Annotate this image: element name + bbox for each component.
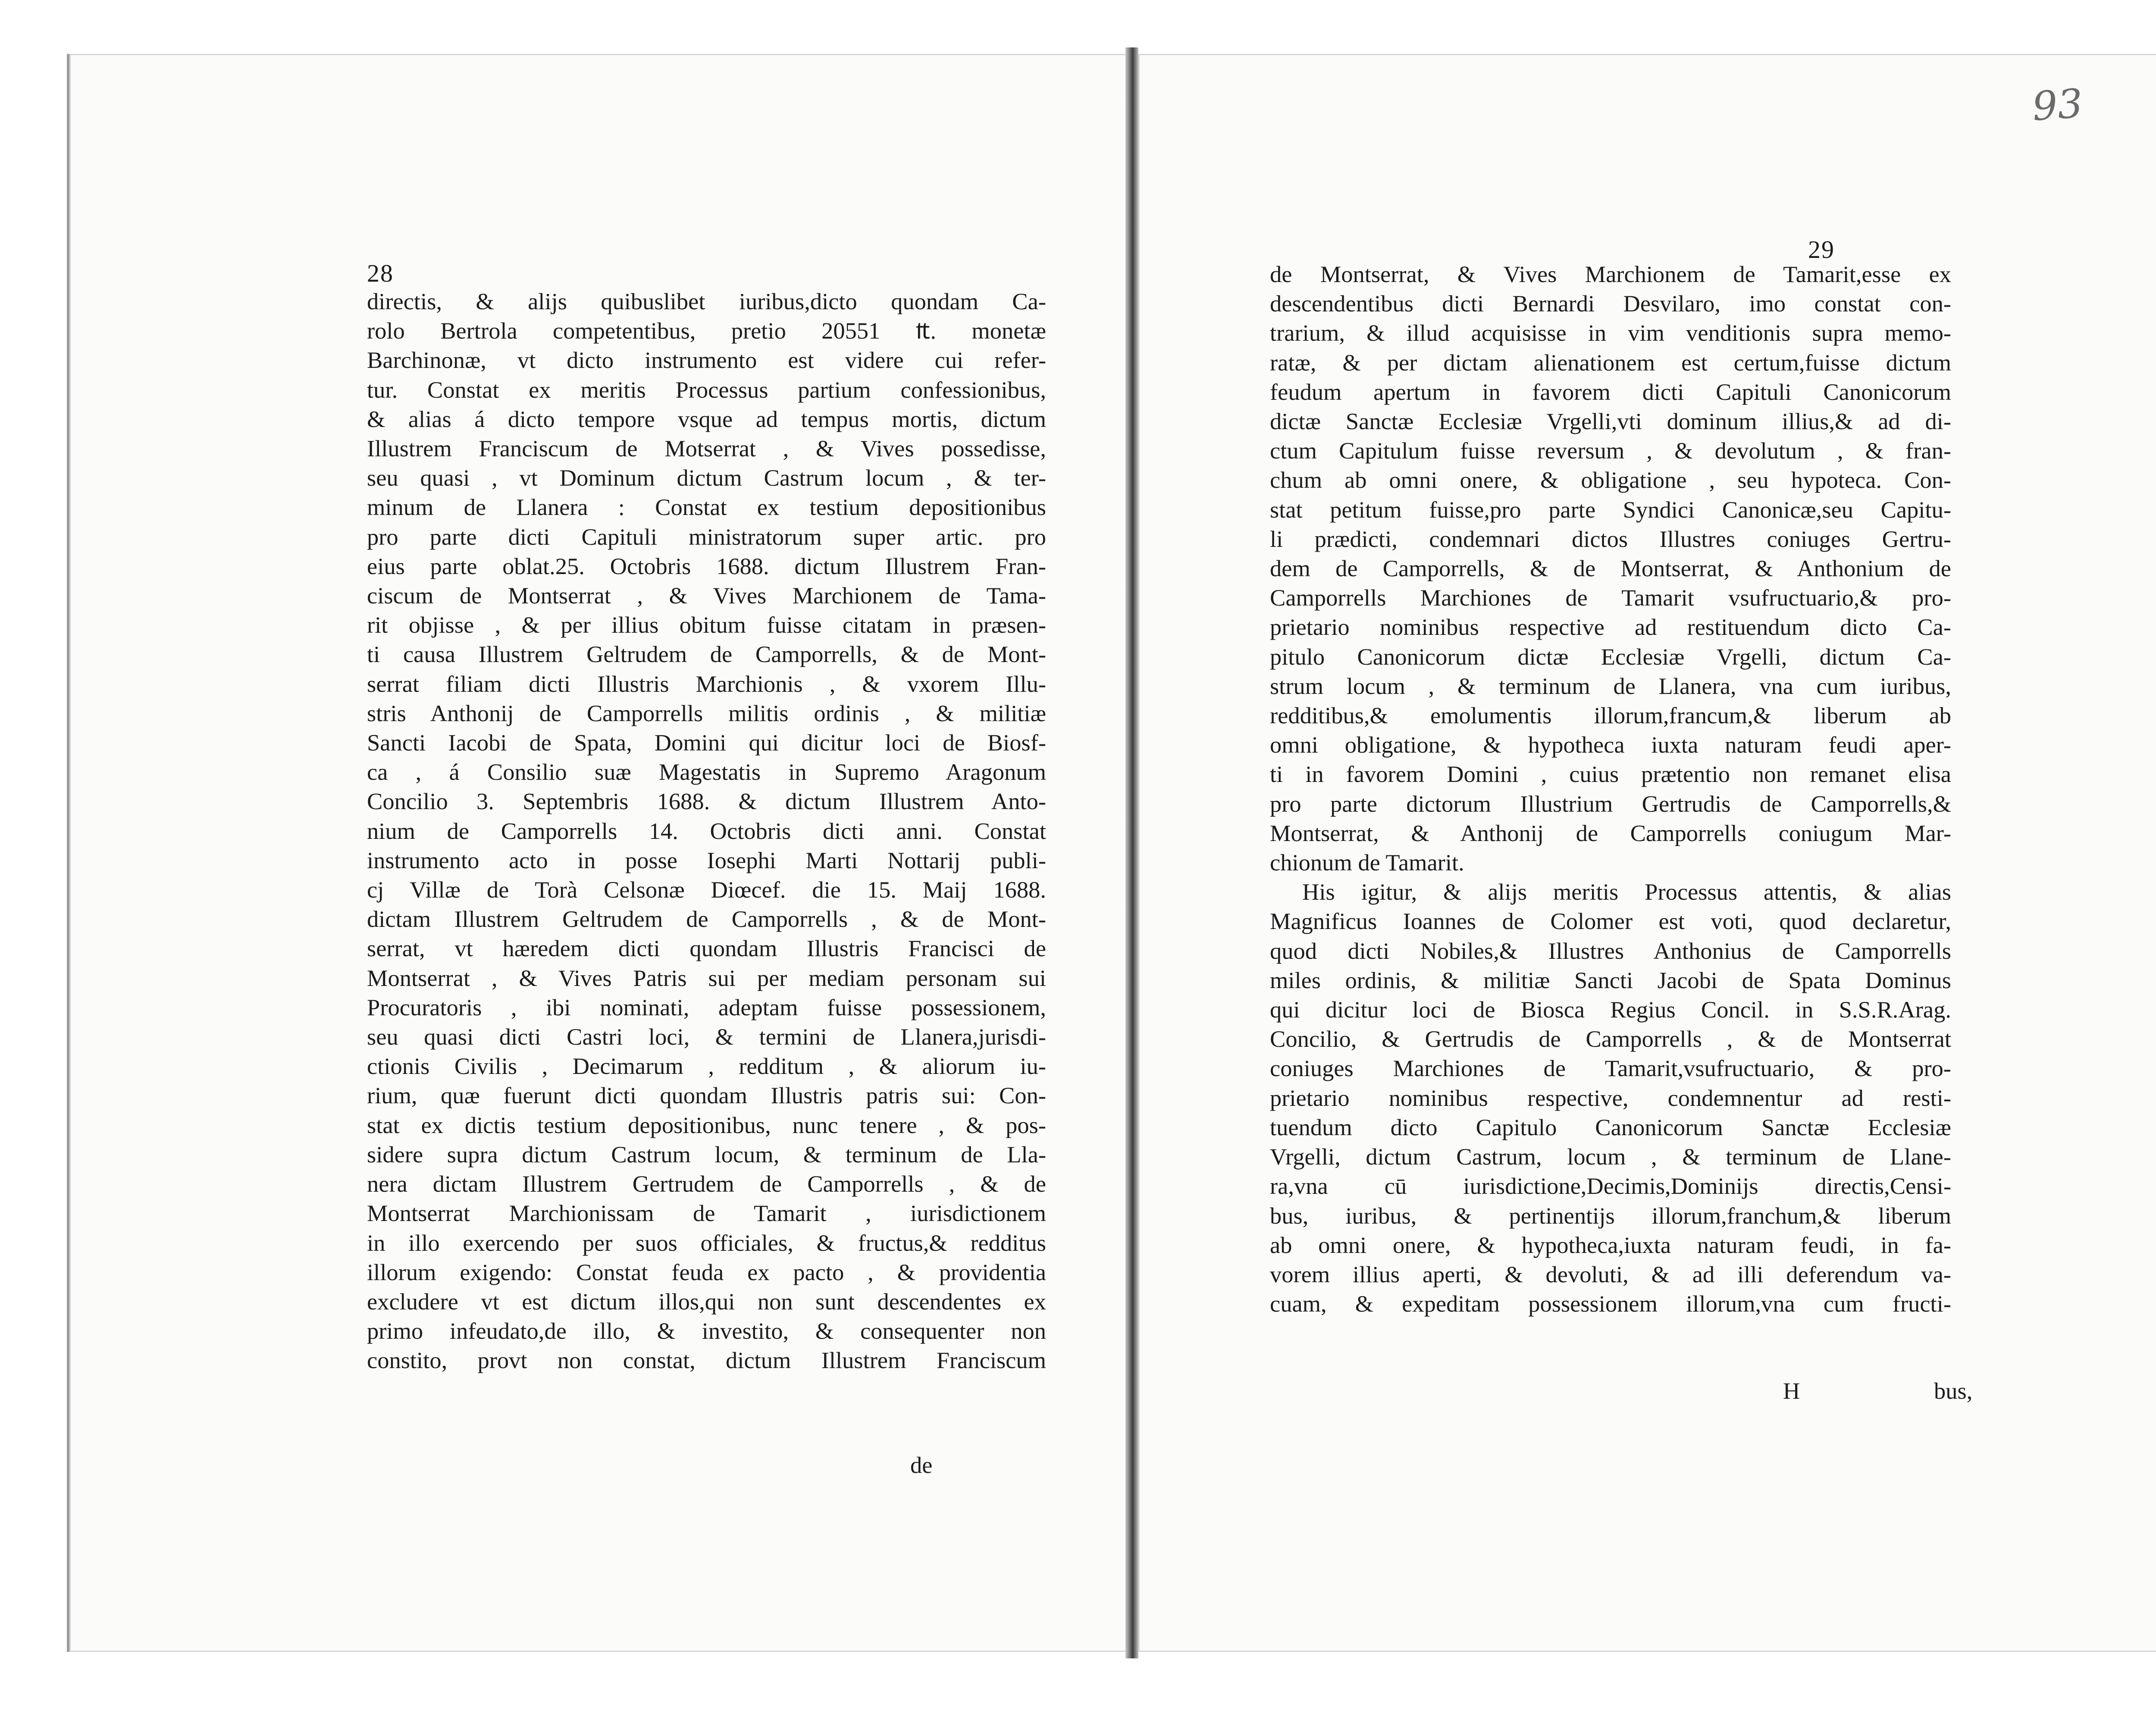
text-line: vorem illius aperti, & devoluti, & ad illi deferendum va- <box>1270 1261 1951 1287</box>
text-line: excludere vt est dictum illos,qui non sunt descendentes ex <box>367 1288 1046 1315</box>
right-page-number: 29 <box>1808 235 1835 264</box>
text-line: ctum Capitulum fuisse reversum , & devolutum , & fran- <box>1270 437 1951 464</box>
text-line: stat ex dictis testium depositionibus, nunc tenere , & pos- <box>367 1111 1046 1138</box>
text-line: seu quasi dicti Castri loci, & termini de Llanera,jurisdi- <box>367 1023 1046 1050</box>
text-line: in illo exercendo per suos officiales, & fructus,& redditus <box>367 1229 1046 1256</box>
text-line: Illustrem Franciscum de Motserrat , & Vives possedisse, <box>367 435 1046 462</box>
text-line: ctionis Civilis , Decimarum , redditum , & aliorum iu- <box>367 1053 1046 1080</box>
text-line: Sancti Iacobi de Spata, Domini qui dicitur loci de Biosf- <box>367 729 1046 756</box>
text-line: miles ordinis, & militiæ Sancti Jacobi de Spata Dominus <box>1270 967 1951 993</box>
text-line: rolo Bertrola competentibus, pretio 20551 ₶. monetæ <box>367 317 1046 344</box>
text-line: dictæ Sanctæ Ecclesiæ Vrgelli,vti dominum illius,& ad di- <box>1270 408 1951 435</box>
text-line: sidere supra dictum Castrum locum, & terminum de Lla- <box>367 1141 1046 1168</box>
text-line: omni obligatione, & hypotheca iuxta naturam feudi aper- <box>1270 731 1951 758</box>
text-line: quod dicti Nobiles,& Illustres Anthonius de Camporrells <box>1270 937 1951 964</box>
text-line: descendentibus dicti Bernardi Desvilaro, imo constat con- <box>1270 290 1951 317</box>
text-line: chionum de Tamarit. <box>1270 849 1464 876</box>
signature-mark: H <box>1783 1378 1800 1404</box>
text-line: minum de Llanera : Constat ex testium depositionibus <box>367 494 1046 521</box>
text-line: stat petitum fuisse,pro parte Syndici Canonicæ,seu Capitu- <box>1270 496 1951 523</box>
text-line: chum ab omni onere, & obligatione , seu hypoteca. Con- <box>1270 467 1951 493</box>
text-line: ca , á Consilio suæ Magestatis in Supremo Aragonum <box>367 759 1046 785</box>
text-line: bus, iuribus, & pertinentijs illorum,franchum,& liberum <box>1270 1202 1951 1229</box>
text-line: Barchinonæ, vt dicto instrumento est videre cui refer- <box>367 347 1046 374</box>
text-line: cj Villæ de Torà Celsonæ Diœcef. die 15. Maij 1688. <box>367 876 1046 903</box>
text-line: strum locum , & terminum de Llanera, vna cum iuribus, <box>1270 672 1951 699</box>
text-line: coniuges Marchiones de Tamarit,vsufructuario, & pro- <box>1270 1055 1951 1082</box>
text-line: directis, & alijs quibuslibet iuribus,dicto quondam Ca- <box>367 288 1046 314</box>
text-line: tur. Constat ex meritis Processus partium confessionibus, <box>367 376 1046 403</box>
text-line: instrumento acto in posse Iosephi Marti Nottarij publi- <box>367 847 1046 873</box>
text-line: de Montserrat, & Vives Marchionem de Tamarit,esse ex <box>1270 261 1951 287</box>
text-line: trarium, & illud acquisisse in vim venditionis supra memo- <box>1270 320 1951 346</box>
text-line: nium de Camporrells 14. Octobris dicti anni. Constat <box>367 817 1046 844</box>
text-line: prietario nominibus respective, condemnentur ad resti- <box>1270 1084 1951 1111</box>
text-line: pitulo Canonicorum dictæ Ecclesiæ Vrgelli, dictum Ca- <box>1270 643 1951 670</box>
book-gutter <box>1125 47 1138 1658</box>
text-line: pro parte dictorum Illustrium Gertrudis de Camporrells,& <box>1270 790 1951 817</box>
left-catchword: de <box>910 1452 933 1478</box>
left-page-text <box>367 287 1046 1375</box>
text-line: Vrgelli, dictum Castrum, locum , & terminum de Llane- <box>1270 1143 1951 1170</box>
text-line: Montserrat, & Anthonij de Camporrells coniugum Mar- <box>1270 819 1951 846</box>
text-line: rium, quæ fuerunt dicti quondam Illustris patris sui: Con- <box>367 1082 1046 1109</box>
text-line: serrat filiam dicti Illustris Marchionis , & vxorem Illu- <box>367 670 1046 697</box>
right-page <box>1138 54 2156 1652</box>
text-line: prietario nominibus respective ad restituendum dicto Ca- <box>1270 614 1951 640</box>
text-line: His igitur, & alijs meritis Processus attentis, & alias <box>1302 879 1951 905</box>
text-line: tuendum dicto Capitulo Canonicorum Sanctæ Ecclesiæ <box>1270 1114 1951 1140</box>
text-line: dictam Illustrem Geltrudem de Camporrells , & de Mont- <box>367 906 1046 932</box>
text-line: ti causa Illustrem Geltrudem de Camporrells, & de Mont- <box>367 641 1046 668</box>
text-line: stris Anthonij de Camporrells militis ordinis , & militiæ <box>367 700 1046 726</box>
text-line: ratæ, & per dictam alienationem est certum,fuisse dictum <box>1270 349 1951 376</box>
text-line: constito, provt non constat, dictum Illustrem Franciscum <box>367 1347 1046 1374</box>
text-line: qui dicitur loci de Biosca Regius Concil. in S.S.R.Arag. <box>1270 996 1951 1023</box>
text-line: ciscum de Montserrat , & Vives Marchionem de Tama- <box>367 582 1046 609</box>
text-line: ra,vna cū iurisdictione,Decimis,Dominijs directis,Censi- <box>1270 1173 1951 1199</box>
text-line: redditibus,& emolumentis illorum,francum,& liberum ab <box>1270 702 1951 729</box>
handwritten-folio-number: 93 <box>2031 80 2084 130</box>
text-line: Concilio 3. Septembris 1688. & dictum Illustrem Anto- <box>367 788 1046 815</box>
text-line: Concilio, & Gertrudis de Camporrells , & de Montserrat <box>1270 1026 1951 1052</box>
right-catchword: bus, <box>1934 1378 1973 1404</box>
text-line: li prædicti, condemnari dictos Illustres coniuges Gertru- <box>1270 525 1951 552</box>
text-line: serrat, vt hæredem dicti quondam Illustris Francisci de <box>367 935 1046 962</box>
text-line: eius parte oblat.25. Octobris 1688. dictum Illustrem Fran- <box>367 553 1046 579</box>
text-line: Camporrells Marchiones de Tamarit vsufructuario,& pro- <box>1270 584 1951 611</box>
text-line: primo infeudato,de illo, & investito, & consequenter non <box>367 1318 1046 1344</box>
text-line: Procuratoris , ibi nominati, adeptam fuisse possessionem, <box>367 994 1046 1020</box>
right-page-text <box>1270 260 1951 1319</box>
text-line: ab omni onere, & hypotheca,iuxta naturam feudi, in fa- <box>1270 1231 1951 1258</box>
text-line: illorum exigendo: Constat feuda ex pacto , & providentia <box>367 1259 1046 1285</box>
text-line: seu quasi , vt Dominum dictum Castrum locum , & ter- <box>367 465 1046 491</box>
text-line: dem de Camporrells, & de Montserrat, & Anthonium de <box>1270 555 1951 582</box>
left-page-number: 28 <box>367 259 394 287</box>
text-line: Montserrat , & Vives Patris sui per mediam personam sui <box>367 964 1046 991</box>
left-page <box>67 54 1130 1652</box>
text-line: feudum apertum in favorem dicti Capituli Canonicorum <box>1270 378 1951 405</box>
text-line: nera dictam Illustrem Gertrudem de Camporrells , & de <box>367 1171 1046 1197</box>
text-line: Magnificus Ioannes de Colomer est voti, quod declaretur, <box>1270 908 1951 935</box>
text-line: Montserrat Marchionissam de Tamarit , iurisdictionem <box>367 1200 1046 1227</box>
text-line: & alias á dicto tempore vsque ad tempus mortis, dictum <box>367 405 1046 432</box>
text-line: pro parte dicti Capituli ministratorum super artic. pro <box>367 523 1046 550</box>
text-line: cuam, & expeditam possessionem illorum,vna cum fructi- <box>1270 1290 1951 1317</box>
text-line: rit objisse , & per illius obitum fuisse citatam in præsen- <box>367 612 1046 638</box>
text-line: ti in favorem Domini , cuius prætentio non remanet elisa <box>1270 761 1951 788</box>
